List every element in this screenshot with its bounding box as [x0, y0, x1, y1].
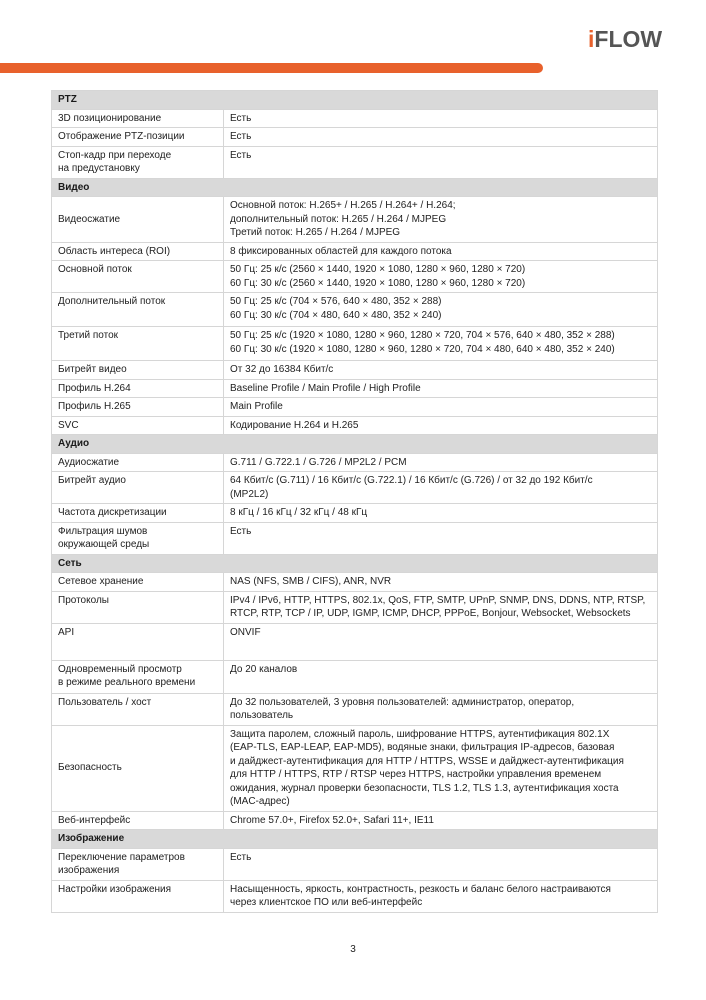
table-row: [52, 327, 658, 361]
spec-value-line: (EAP-TLS, EAP-LEAP, EAP-MD5), водяные знаки, фильтрация IP-адресов, базовая: [230, 742, 615, 753]
spec-value: [224, 453, 658, 472]
spec-value-line: Насыщенность, яркость, контрастность, резкость и баланс белого настраиваются: [230, 883, 611, 895]
spec-value: [224, 472, 658, 504]
section-row: [52, 554, 658, 573]
spec-value-line: 60 Гц: 30 к/с (1920 × 1080, 1280 × 960, 1280 × 720, 704 × 480, 640 × 480, 352 × 240): [230, 343, 615, 355]
spec-value: [224, 504, 658, 523]
spec-value: [224, 109, 658, 128]
spec-value-line: Защита паролем, сложный пароль, шифрование HTTPS, аутентификация 802.1X: [230, 728, 610, 740]
table-row: [52, 416, 658, 435]
spec-label: Сетевое хранение: [52, 573, 224, 592]
table-row: [52, 197, 658, 243]
spec-value-line: 60 Гц: 30 к/с (704 × 480, 640 × 480, 352 × 240): [230, 309, 442, 321]
section-row: [52, 830, 658, 849]
table-row: [52, 591, 658, 623]
spec-value: [224, 416, 658, 435]
spec-value-line: От 32 до 16384 Кбит/с: [230, 364, 334, 375]
spec-value-line: для HTTP / HTTPS, RTP / RTSP через HTTPS, настройки управления временем: [230, 769, 602, 780]
spec-value: [224, 725, 658, 811]
table-row: [52, 293, 658, 327]
spec-label: Аудиосжатие: [52, 453, 224, 472]
spec-value: [224, 293, 658, 327]
spec-value-line: Baseline Profile / Main Profile / High Profile: [230, 382, 421, 394]
spec-value-line: NAS (NFS, SMB / CIFS), ANR, NVR: [230, 576, 392, 587]
spec-value: [224, 197, 658, 243]
spec-value-line: 60 Гц: 30 к/с (2560 × 1440, 1920 × 1080, 1280 × 960, 1280 × 720): [230, 277, 526, 289]
spec-label: Безопасность: [52, 725, 224, 811]
spec-value-line: Есть: [230, 131, 252, 142]
spec-label: Битрейт аудио: [52, 472, 224, 504]
spec-table-body: [52, 91, 658, 913]
section-row: [52, 435, 658, 454]
table-row: [52, 848, 658, 880]
spec-label: Профиль H.265: [52, 398, 224, 417]
spec-value: [224, 693, 658, 725]
spec-value-line: дополнительный поток: H.265 / H.264 / MJPEG: [230, 213, 447, 225]
spec-value-line: Кодирование H.264 и H.265: [230, 419, 359, 431]
spec-value-line: 64 Кбит/с (G.711) / 16 Кбит/с (G.722.1) / 16 Кбит/с (G.726) / от 32 до 192 Кбит/с: [230, 475, 593, 486]
table-row: [52, 522, 658, 554]
spec-value: [224, 146, 658, 178]
page-number: 3: [350, 944, 356, 955]
table-row: [52, 693, 658, 725]
spec-label: Битрейт видео: [52, 361, 224, 380]
spec-label: [52, 848, 224, 880]
spec-value-line: через клиентское ПО или веб-интерфейс: [230, 897, 423, 908]
spec-value-line: Третий поток: H.265 / H.264 / MJPEG: [230, 227, 401, 238]
spec-value-line: Есть: [230, 112, 252, 124]
spec-value-line: Есть: [230, 525, 252, 537]
spec-value: [224, 522, 658, 554]
spec-value-line: Есть: [230, 149, 252, 161]
iflow-logo: [588, 28, 662, 50]
spec-label: Протоколы: [52, 591, 224, 623]
spec-value-line: G.711 / G.722.1 / G.726 / MP2L2 / PCM: [230, 456, 407, 468]
spec-label-line: изображения: [58, 865, 120, 876]
spec-value-line: Main Profile: [230, 401, 283, 412]
table-row: [52, 398, 658, 417]
spec-label: [52, 146, 224, 178]
table-row: [52, 261, 658, 293]
spec-label-line: окружающей среды: [58, 539, 150, 550]
spec-value-line: ожидания, журнал проверки безопасности, TLS 1.2, TLS 1.3, аутентификация хоста: [230, 782, 619, 794]
spec-label-line: Стоп-кадр при переходе: [58, 149, 172, 161]
spec-label: Третий поток: [52, 327, 224, 361]
table-row: [52, 361, 658, 380]
spec-label: Веб-интерфейс: [52, 811, 224, 830]
spec-value: [224, 379, 658, 398]
table-row: [52, 573, 658, 592]
spec-value: [224, 811, 658, 830]
spec-value-line: (MAC-адрес): [230, 796, 290, 807]
section-row: [52, 91, 658, 110]
section-row: [52, 178, 658, 197]
table-row: [52, 146, 658, 178]
table-row: [52, 880, 658, 912]
spec-value: [224, 327, 658, 361]
spec-table: [51, 90, 658, 913]
logo-word-flow: FLOW: [594, 26, 663, 52]
spec-value-line: (MP2L2): [230, 488, 269, 500]
spec-value-line: 8 фиксированных областей для каждого потока: [230, 245, 452, 257]
spec-value-line: До 20 каналов: [230, 663, 298, 675]
table-row: [52, 623, 658, 660]
table-row: [52, 453, 658, 472]
table-row: [52, 660, 658, 693]
table-row: [52, 109, 658, 128]
section-title: Видео: [52, 178, 658, 197]
spec-value-line: 50 Гц: 25 к/с (2560 × 1440, 1920 × 1080, 1280 × 960, 1280 × 720): [230, 264, 526, 275]
table-row: [52, 504, 658, 523]
header-accent-bar: [0, 63, 543, 73]
spec-label: [52, 522, 224, 554]
section-title: PTZ: [52, 91, 658, 110]
spec-value-line: RTCP, RTP, TCP / IP, UDP, IGMP, ICMP, DHCP, PPPoE, Bonjour, Websocket, Websockets: [230, 608, 631, 619]
spec-value-line: и дайджест-аутентификация для HTTP / HTTPS, WSSE и дайджест-аутентификация: [230, 755, 624, 767]
spec-label-line: Одновременный просмотр: [58, 663, 182, 675]
spec-value-line: Есть: [230, 851, 252, 863]
spec-value-line: IPv4 / IPv6, HTTP, HTTPS, 802.1x, QoS, FTP, SMTP, UPnP, SNMP, DNS, DDNS, NTP, RTSP,: [230, 594, 646, 606]
spec-label: Настройки изображения: [52, 880, 224, 912]
spec-label: Область интереса (ROI): [52, 242, 224, 261]
spec-label: 3D позиционирование: [52, 109, 224, 128]
table-row: [52, 725, 658, 811]
spec-value: [224, 361, 658, 380]
spec-label-line: Переключение параметров: [58, 851, 185, 863]
spec-value-line: Основной поток: H.265+ / H.265 / H.264+ / H.264;: [230, 200, 456, 211]
spec-value: [224, 591, 658, 623]
spec-label: Видеосжатие: [52, 197, 224, 243]
table-row: [52, 472, 658, 504]
spec-value-line: 8 кГц / 16 кГц / 32 кГц / 48 кГц: [230, 507, 368, 518]
spec-label: Основной поток: [52, 261, 224, 293]
spec-value-line: 50 Гц: 25 к/с (704 × 576, 640 × 480, 352 × 288): [230, 296, 442, 307]
spec-label: Дополнительный поток: [52, 293, 224, 327]
spec-value: [224, 880, 658, 912]
spec-value: [224, 623, 658, 660]
section-title: Сеть: [52, 554, 658, 573]
spec-value-line: 50 Гц: 25 к/с (1920 × 1080, 1280 × 960, 1280 × 720, 704 × 576, 640 × 480, 352 × 288): [230, 330, 615, 341]
spec-value-line: ONVIF: [230, 626, 261, 638]
spec-value: [224, 398, 658, 417]
table-row: [52, 242, 658, 261]
spec-label: API: [52, 623, 224, 660]
spec-label-line: на предустановку: [58, 163, 140, 174]
spec-label-line: в режиме реального времени: [58, 677, 196, 688]
spec-value: [224, 128, 658, 147]
table-row: [52, 811, 658, 830]
spec-label: Профиль H.264: [52, 379, 224, 398]
spec-value: [224, 261, 658, 293]
spec-label: Отображение PTZ-позиции: [52, 128, 224, 147]
spec-label: [52, 660, 224, 693]
spec-value-line: До 32 пользователей, 3 уровня пользователей: администратор, оператор,: [230, 696, 575, 708]
spec-label: SVC: [52, 416, 224, 435]
spec-value-line: пользователь: [230, 710, 294, 721]
spec-label: Частота дискретизации: [52, 504, 224, 523]
spec-value: [224, 848, 658, 880]
logo-letter-i: i: [588, 26, 595, 52]
spec-label-line: Фильтрация шумов: [58, 525, 148, 537]
table-row: [52, 379, 658, 398]
section-title: Изображение: [52, 830, 658, 849]
spec-value: [224, 573, 658, 592]
spec-value: [224, 242, 658, 261]
table-row: [52, 128, 658, 147]
spec-label: Пользователь / хост: [52, 693, 224, 725]
spec-value: [224, 660, 658, 693]
section-title: Аудио: [52, 435, 658, 454]
spec-value-line: Chrome 57.0+, Firefox 52.0+, Safari 11+, IE11: [230, 814, 434, 826]
